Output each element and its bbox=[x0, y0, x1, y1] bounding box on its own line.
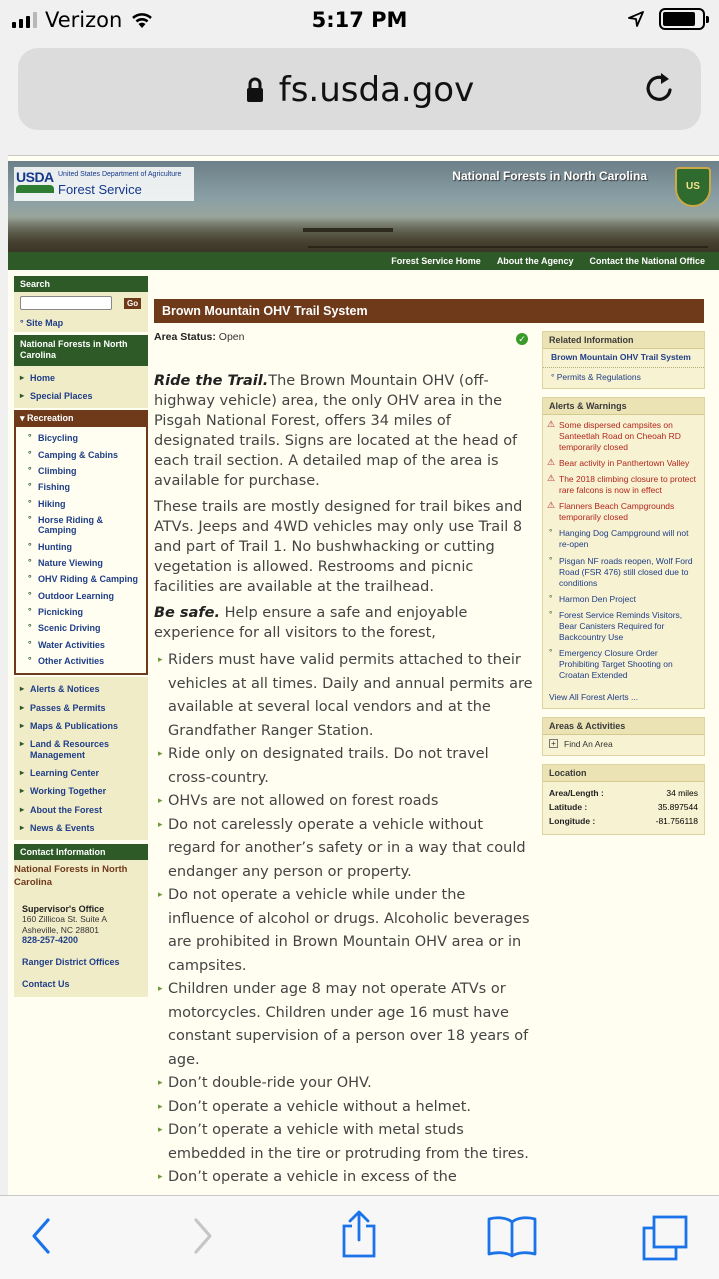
list-item: ▸ Don’t double-ride your OHV. bbox=[154, 1072, 534, 1096]
related-title-link[interactable]: Brown Mountain OHV Trail System bbox=[543, 349, 704, 368]
article-body: Ride the Trail.The Brown Mountain OHV (off-highway vehicle) area, the only OHV area in the Pisgah National Forest, offers 34 miles of designated trails. Signs are located at the head of each trail section. A detailed map of the area is available for purchase. These trails are mostly designed for trail bikes and ATVs. Jeeps and 4WD vehicles may only use Trail 8 and part of Trail 1. No bushwhacking or cutting vegetation is allowed. Restrooms and picnic facilities are available at the trailhead. Be safe. Help ensure a safe and enjoyable experience for all visitors to the forest, ▸ Riders must have valid permits attached to their vehicles at all times. Daily and annual permits are available at several local vendors and at the Grandfather Ranger Station. ▸ Ride only on designated trails. Do not travel cross-country. ▸ OHVs are not allowed on forest roads ▸ Do not carelessly operate a vehicle without regard for another’s safety or in a way that could endanger any person or property. ▸ Do not operate a vehicle while under the influence of alcohol or drugs. Alcoholic beverages are prohibited in Brown Mountain OHV area or in campsites. ▸ Children under age 8 may not operate ATVs or motorcycles. Children under age 16 must have constant supervision of a person over 18 years of age. ▸ Don’t double-ride your OHV. ▸ Don’t operate a vehicle without a helmet. ▸ Don’t operate a vehicle with metal studs embedded in the tire or protruding from the tires. ▸ Don’t operate a vehicle in excess of the bbox=[154, 371, 534, 1190]
contact-title: National Forests in North Carolina bbox=[14, 864, 128, 889]
share-icon[interactable] bbox=[338, 1210, 380, 1260]
reload-icon[interactable] bbox=[643, 70, 677, 106]
recreation-item[interactable]: ° Picnicking bbox=[24, 604, 140, 620]
related-info-panel: Related Information Brown Mountain OHV Trail System ° Permits & Regulations bbox=[542, 331, 705, 389]
safari-toolbar bbox=[0, 1195, 719, 1279]
area-status: Area Status: Open ✓ bbox=[154, 331, 704, 349]
recreation-item[interactable]: ° Hiking bbox=[24, 496, 140, 512]
list-item: ▸ Children under age 8 may not operate ATVs or motorcycles. Children under age 16 must have constant supervision of a person over 18 years of age. bbox=[154, 978, 534, 1072]
site-title: National Forests in North Carolina bbox=[452, 169, 647, 183]
list-item: ▸ Don’t operate a vehicle without a helmet. bbox=[154, 1096, 534, 1120]
warning-alert-link[interactable]: ⚠ The 2018 climbing closure to protect rare falcons is now in effect bbox=[543, 472, 704, 499]
contact-box bbox=[14, 860, 148, 997]
contact-us-link[interactable]: Contact Us bbox=[22, 979, 70, 990]
sidebar-item[interactable]: ▸ Maps & Publications bbox=[20, 717, 142, 735]
location-row: Area/Length : 34 miles bbox=[549, 787, 698, 798]
warning-alert-link[interactable]: ⚠ Bear activity in Panthertown Valley bbox=[543, 456, 704, 472]
ranger-offices-link[interactable]: Ranger District Offices bbox=[22, 957, 120, 968]
nav-about-agency[interactable]: About the Agency bbox=[496, 256, 574, 266]
site-map-link[interactable]: ° Site Map bbox=[20, 318, 64, 328]
bookmarks-icon[interactable] bbox=[486, 1214, 538, 1258]
sidebar-item[interactable]: ▸ About the Forest bbox=[20, 801, 142, 819]
address-line: 160 Zillicoa St. Suite A bbox=[22, 914, 108, 925]
list-item: ▸ Riders must have valid permits attached to their vehicles at all times. Daily and annual permits are available at several local vendors and at the Grandfather Ranger Station. bbox=[154, 649, 534, 743]
alert-link[interactable]: ° Harmon Den Project bbox=[543, 592, 704, 608]
recreation-item[interactable]: ° Other Activities bbox=[24, 653, 140, 669]
sidebar-item[interactable]: ▸ Land & Resources Management bbox=[20, 735, 142, 764]
list-item: ▸ OHVs are not allowed on forest roads bbox=[154, 790, 534, 814]
warning-alert-link[interactable]: ⚠ Flanners Beach Campgrounds temporarily closed bbox=[543, 499, 704, 526]
sidebar-item[interactable]: ▸ Passes & Permits bbox=[20, 699, 142, 717]
forest-heading[interactable]: National Forests in North Carolina bbox=[14, 335, 148, 366]
status-bar bbox=[0, 0, 719, 40]
phone-link[interactable]: 828-257-4200 bbox=[22, 935, 79, 946]
forest-service-shield-icon: US bbox=[675, 167, 711, 207]
sidebar-item[interactable]: ▸ Alerts & Notices bbox=[20, 680, 142, 698]
contact-heading: Contact Information bbox=[14, 844, 148, 860]
expand-icon: + bbox=[549, 739, 558, 748]
address-bar[interactable] bbox=[18, 48, 701, 130]
recreation-item[interactable]: ° Fishing bbox=[24, 479, 140, 495]
recreation-item[interactable]: ° Outdoor Learning bbox=[24, 588, 140, 604]
checkmark-icon: ✓ bbox=[516, 333, 528, 345]
webpage bbox=[8, 155, 719, 1195]
tabs-icon[interactable] bbox=[640, 1214, 690, 1262]
location-arrow-icon bbox=[627, 10, 645, 28]
sidebar-item[interactable]: ▸ News & Events bbox=[20, 819, 142, 837]
sidebar-item[interactable]: ▸ Learning Center bbox=[20, 764, 142, 782]
sidebar-item[interactable]: ▸ Working Together bbox=[20, 782, 142, 800]
recreation-item[interactable]: ° Bicycling bbox=[24, 430, 140, 446]
recreation-item[interactable]: ° Hunting bbox=[24, 539, 140, 555]
usda-logo[interactable]: USDA United States Department of Agriculture Forest Service bbox=[14, 167, 194, 201]
location-row: Latitude : 35.897544 bbox=[549, 801, 698, 812]
recreation-item[interactable]: ° OHV Riding & Camping bbox=[24, 571, 140, 587]
areas-panel: Areas & Activities + Find An Area bbox=[542, 717, 705, 756]
recreation-item[interactable]: ° Water Activities bbox=[24, 637, 140, 653]
list-item: ▸ Don’t operate a vehicle in excess of the bbox=[154, 1166, 534, 1190]
rules-list bbox=[154, 649, 534, 1190]
top-nav bbox=[8, 252, 719, 270]
recreation-item[interactable]: ° Horse Riding & Camping bbox=[24, 512, 140, 539]
recreation-item[interactable]: ° Climbing bbox=[24, 463, 140, 479]
left-sidebar bbox=[14, 276, 148, 997]
office-name: Supervisor's Office bbox=[22, 904, 105, 915]
list-item: ▸ Do not carelessly operate a vehicle without regard for another’s safety or in a way that could endanger any person or property. bbox=[154, 814, 534, 885]
nav-forest-service-home[interactable]: Forest Service Home bbox=[391, 256, 481, 266]
alert-link[interactable]: ° Hanging Dog Campground will not re-open bbox=[543, 526, 704, 553]
alerts-panel: Alerts & Warnings ⚠ Some dispersed campsites on Santeetlah Road on Cheoah RD temporarily closed ⚠ Bear activity in Panthertown Valley ⚠ The 2018 climbing closure to protect rare falcons is now in effect ⚠ Flanners Beach Campgrounds temporarily closed ° Hanging Dog Campground will not re-open ° Pisgan NF roads reopen, Wolf Ford Road (FSR 476) still closed due to conditions ° Harmon Den Project ° Forest Service Reminds Visitors, Bear Canisters Required for Backcountry Use ° Emergency Closure Order Prohibiting Target Shooting on Croatan Extended View All Forest Alerts ... bbox=[542, 397, 705, 709]
clock: 5:17 PM bbox=[311, 8, 408, 32]
warning-alert-link[interactable]: ⚠ Some dispersed campsites on Santeetlah Road on Cheoah RD temporarily closed bbox=[543, 418, 704, 456]
page-title: Brown Mountain OHV Trail System bbox=[154, 299, 704, 323]
alert-link[interactable]: ° Pisgan NF roads reopen, Wolf Ford Road (FSR 476) still closed due to conditions bbox=[543, 554, 704, 592]
location-panel: Location Area/Length : 34 miles Latitude : 35.897544 Longitude : -81.756118 bbox=[542, 764, 705, 835]
carrier-label: Verizon bbox=[45, 8, 123, 32]
sidebar-item-home[interactable]: ▸ Home bbox=[20, 369, 142, 387]
search-input[interactable] bbox=[20, 296, 112, 310]
go-button[interactable]: Go bbox=[124, 298, 141, 309]
forward-icon[interactable] bbox=[190, 1214, 216, 1258]
right-column bbox=[542, 331, 705, 843]
location-row: Longitude : -81.756118 bbox=[549, 815, 698, 826]
list-item: ▸ Do not operate a vehicle while under the influence of alcohol or drugs. Alcoholic beverages are prohibited in Brown Mountain OHV area or in campsites. bbox=[154, 884, 534, 978]
alert-link[interactable]: ° Emergency Closure Order Prohibiting Target Shooting on Croatan Extended bbox=[543, 646, 704, 684]
search-heading: Search bbox=[14, 276, 148, 292]
recreation-heading[interactable]: ▾ Recreation bbox=[14, 410, 148, 427]
recreation-item[interactable]: ° Scenic Driving bbox=[24, 620, 140, 636]
view-all-alerts-link[interactable]: View All Forest Alerts ... bbox=[549, 691, 639, 702]
back-icon[interactable] bbox=[28, 1214, 54, 1258]
nav-contact-national-office[interactable]: Contact the National Office bbox=[589, 256, 705, 266]
battery-icon bbox=[659, 8, 705, 30]
list-item: ▸ Don’t operate a vehicle with metal studs embedded in the tire or protruding from the tires. bbox=[154, 1119, 534, 1166]
find-area-toggle[interactable]: + Find An Area bbox=[543, 735, 704, 755]
list-item: ▸ Ride only on designated trails. Do not travel cross-country. bbox=[154, 743, 534, 790]
site-banner bbox=[8, 161, 719, 256]
url-text[interactable]: fs.usda.gov bbox=[278, 70, 475, 110]
recreation-list bbox=[14, 427, 148, 675]
alert-link[interactable]: ° Forest Service Reminds Visitors, Bear Canisters Required for Backcountry Use bbox=[543, 608, 704, 646]
permits-link[interactable]: ° Permits & Regulations bbox=[551, 372, 641, 383]
sidebar-item-special-places[interactable]: ▸ Special Places bbox=[20, 387, 142, 405]
address-line: Asheville, NC 28801 bbox=[22, 924, 100, 935]
recreation-item[interactable]: ° Nature Viewing bbox=[24, 555, 140, 571]
lock-icon bbox=[245, 77, 265, 103]
recreation-item[interactable]: ° Camping & Cabins bbox=[24, 447, 140, 463]
